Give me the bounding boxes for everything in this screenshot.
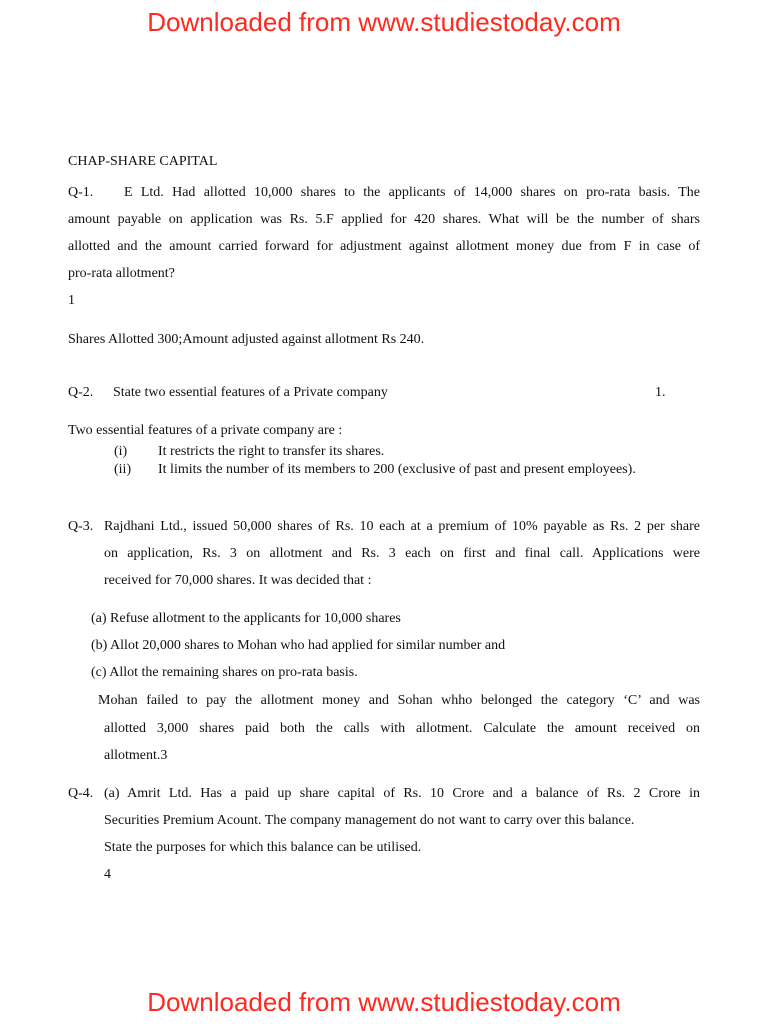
chapter-title: CHAP-SHARE CAPITAL — [68, 154, 218, 169]
q3-closing-1: Mohan failed to pay the allotment money and Sohan whho belonged the category ‘C’ and was — [98, 693, 700, 708]
q3-line-2: on application, Rs. 3 on allotment and Rs. 3 each on first and final call. Applications were — [104, 546, 700, 561]
q3-closing-2: allotted 3,000 shares paid both the calls with allotment. Calculate the amount received on — [104, 721, 700, 736]
q1-answer: Shares Allotted 300;Amount adjusted against allotment Rs 240. — [68, 332, 425, 347]
q4-marks: 4 — [104, 867, 111, 882]
q3-option-b: (b) Allot 20,000 shares to Mohan who had applied for similar number and — [91, 638, 506, 653]
q3-line-1: Rajdhani Ltd., issued 50,000 shares of Rs. 10 each at a premium of 10% payable as Rs. 2 per share — [104, 519, 700, 534]
q3-number: Q-3. — [68, 519, 94, 534]
q2-answer-intro: Two essential features of a private company are : — [68, 423, 343, 438]
q3-line-3: received for 70,000 shares. It was decided that : — [104, 573, 372, 588]
q2-point-text-1: It restricts the right to transfer its shares. — [158, 444, 385, 459]
q1-line-4: pro-rata allotment? — [68, 266, 175, 281]
download-banner-bottom: Downloaded from www.studiestoday.com — [147, 987, 621, 1017]
q2-point-label-2: (ii) — [114, 462, 132, 477]
q2-marks: 1. — [655, 385, 666, 400]
q2-number: Q-2. — [68, 385, 94, 400]
q1-line-2: amount payable on application was Rs. 5.F applied for 420 shares. What will be the number of shars — [68, 212, 700, 227]
q4-line-1: (a) Amrit Ltd. Has a paid up share capital of Rs. 10 Crore and a balance of Rs. 2 Crore in — [104, 786, 700, 801]
q3-closing-3: allotment.3 — [104, 748, 168, 763]
q1-number: Q-1. — [68, 185, 94, 200]
q1-marks: 1 — [68, 293, 75, 308]
q4-line-2: Securities Premium Acount. The company management do not want to carry over this balance. — [104, 813, 635, 828]
q4-line-3: State the purposes for which this balance can be utilised. — [104, 840, 422, 855]
q2-point-label-1: (i) — [114, 444, 128, 459]
q1-line-1: E Ltd. Had allotted 10,000 shares to the applicants of 14,000 shares on pro-rata basis. The — [124, 185, 700, 200]
q4-number: Q-4. — [68, 786, 94, 801]
q2-point-text-2: It limits the number of its members to 200 (exclusive of past and present employees). — [158, 462, 636, 477]
download-banner-top: Downloaded from www.studiestoday.com — [147, 7, 621, 37]
q3-option-c: (c) Allot the remaining shares on pro-rata basis. — [91, 665, 358, 680]
q2-question: State two essential features of a Private company — [113, 385, 388, 400]
q1-line-3: allotted and the amount carried forward for adjustment against allotment money due from F in case of — [68, 239, 700, 254]
q3-option-a: (a) Refuse allotment to the applicants for 10,000 shares — [91, 611, 401, 626]
